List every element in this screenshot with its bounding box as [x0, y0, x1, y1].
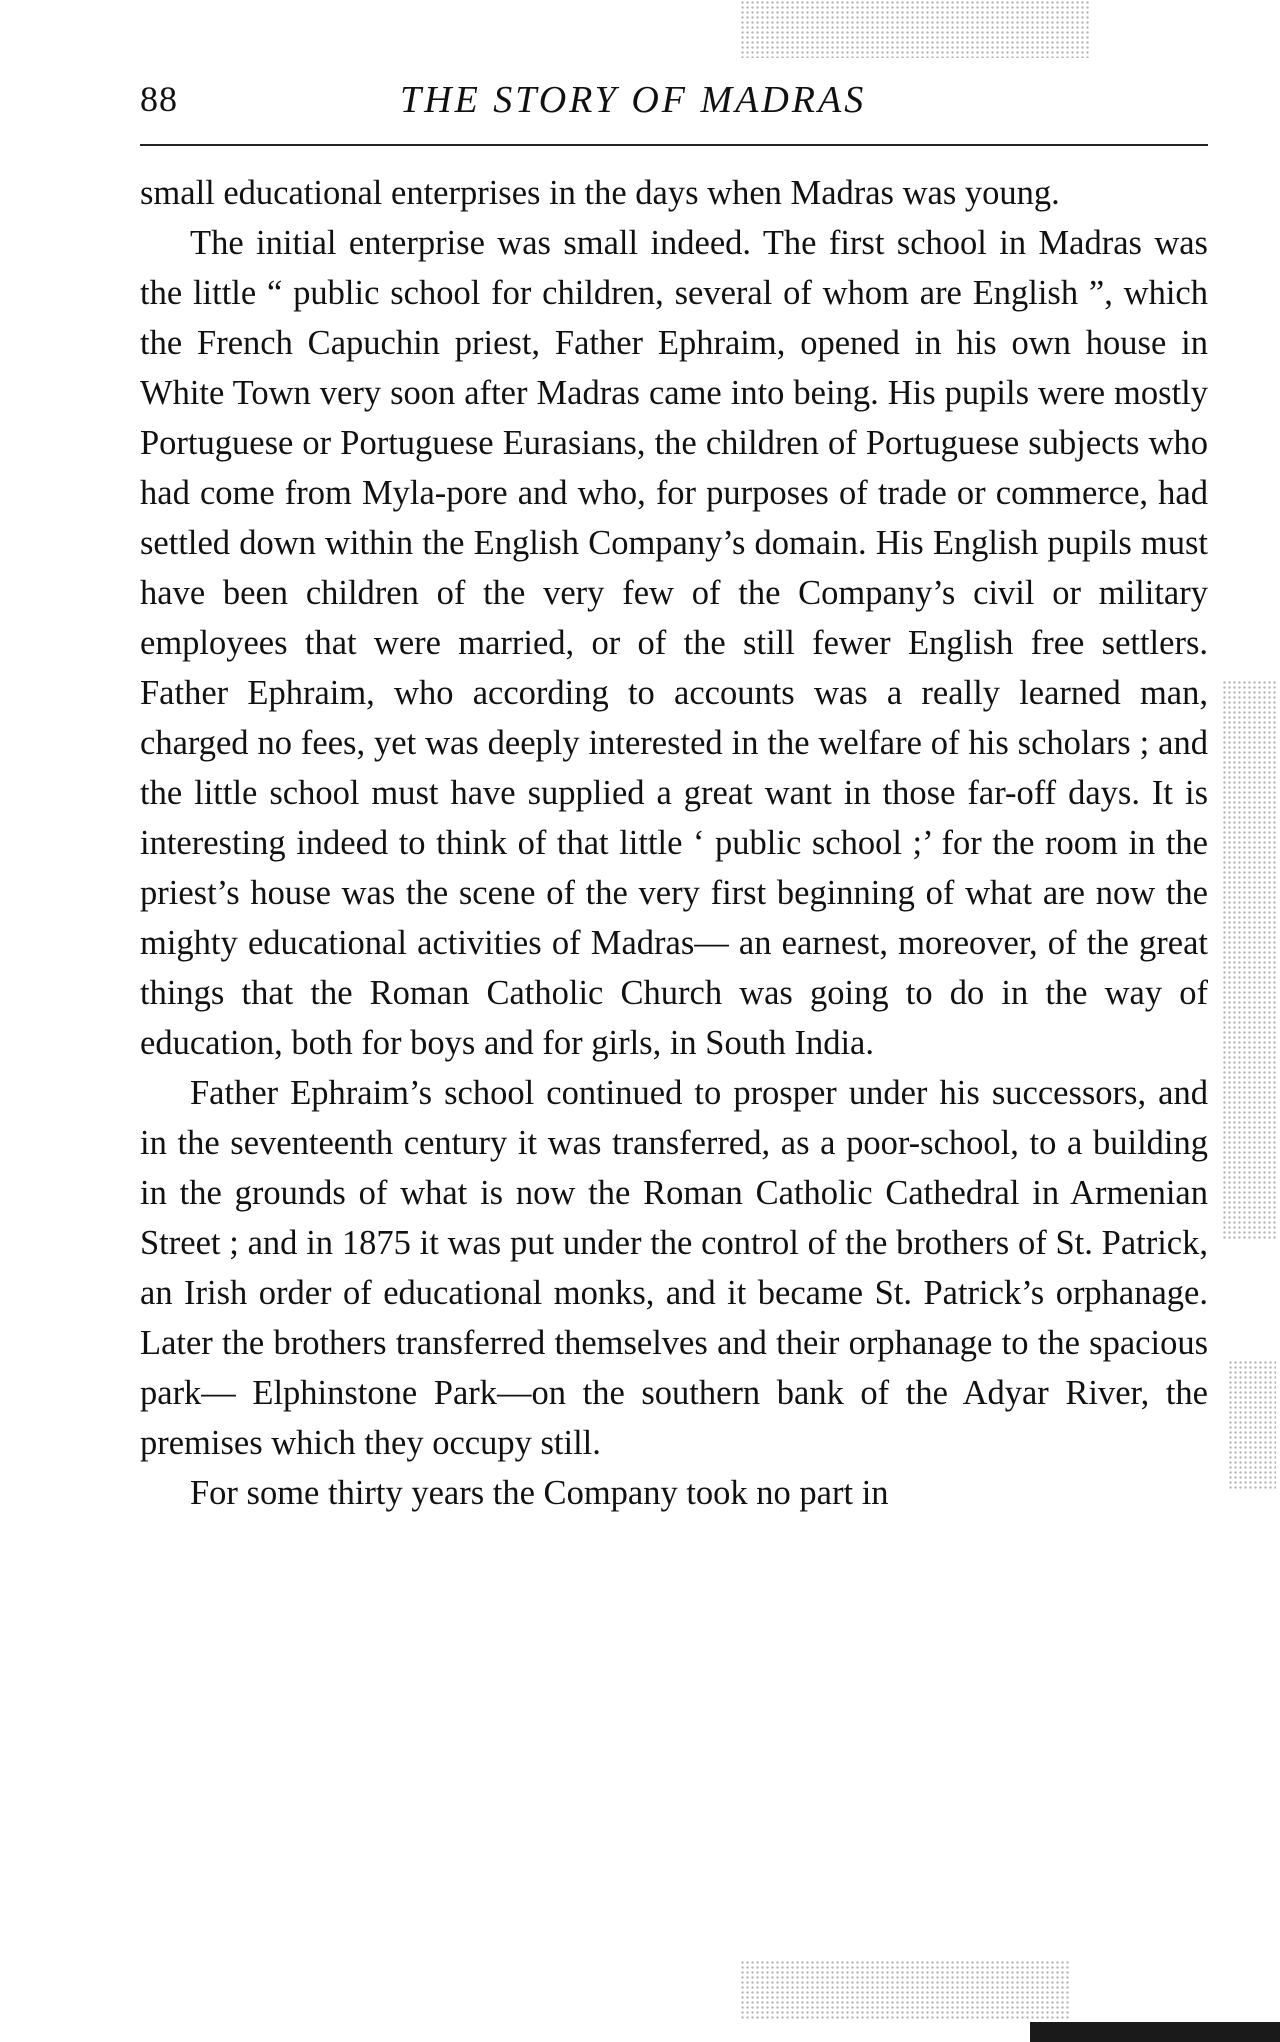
paragraph-continued: small educational enterprises in the days when Madras was young.: [140, 174, 1060, 212]
page-number: 88: [140, 79, 178, 119]
paragraph-company: For some thirty years the Company took no part in: [190, 1474, 889, 1512]
body-text: [140, 168, 1208, 1518]
header-rule: [140, 144, 1208, 146]
paragraph-ephraims-school: Father Ephraim’s school continued to prosper under his successors, and in the seventeenth century it was transferred, as a poor-school, to a building in the grounds of what is now the Roman Catholic Cathedral in Armenian Street ; and in 1875 it was put under the control of the brothers of St. Patrick, an Irish order of educational monks, and it became St. Patrick’s orphanage. Later the brothers transferred themselves and their orphanage to the spacious park— Elphinstone Park—on the southern bank of the Adyar River, the premises which they occupy still.: [140, 1074, 1208, 1462]
paragraph-first-school: The initial enterprise was small indeed. The first school in Madras was the little “ public school for children, several of whom are English ”, which the French Capuchin priest, Father Ephraim, opened in his own house in White Town very soon after Madras came into being. His pupils were mostly Portuguese or Portuguese Eurasians, the children of Portuguese subjects who had come from Myla-pore and who, for purposes of trade or commerce, had settled down within the English Company’s domain. His English pupils must have been children of the very few of the Company’s civil or military employees that were married, or of the still fewer English free settlers. Father Ephraim, who according to accounts was a really learned man, charged no fees, yet was deeply interested in the welfare of his scholars ; and the little school must have supplied a great want in those far-off days. It is interesting indeed to think of that little ‘ public school ;’ for the room in the priest’s house was the scene of the very first beginning of what are now the mighty educational activities of Madras— an earnest, moreover, of the great things that the Roman Catholic Church was going to do in the way of education, both for boys and for girls, in South India.: [140, 224, 1208, 1062]
scan-smudge-bottom: [740, 1960, 1070, 2020]
scan-smudge-right-upper: [1222, 680, 1277, 1240]
running-title: THE STORY OF MADRAS: [400, 79, 867, 121]
scan-smudge-top: [740, 0, 1090, 58]
scan-smudge-right-lower: [1228, 1360, 1276, 1490]
page-header: [140, 78, 1205, 138]
scan-dark-bar-bottom: [1030, 2022, 1280, 2042]
